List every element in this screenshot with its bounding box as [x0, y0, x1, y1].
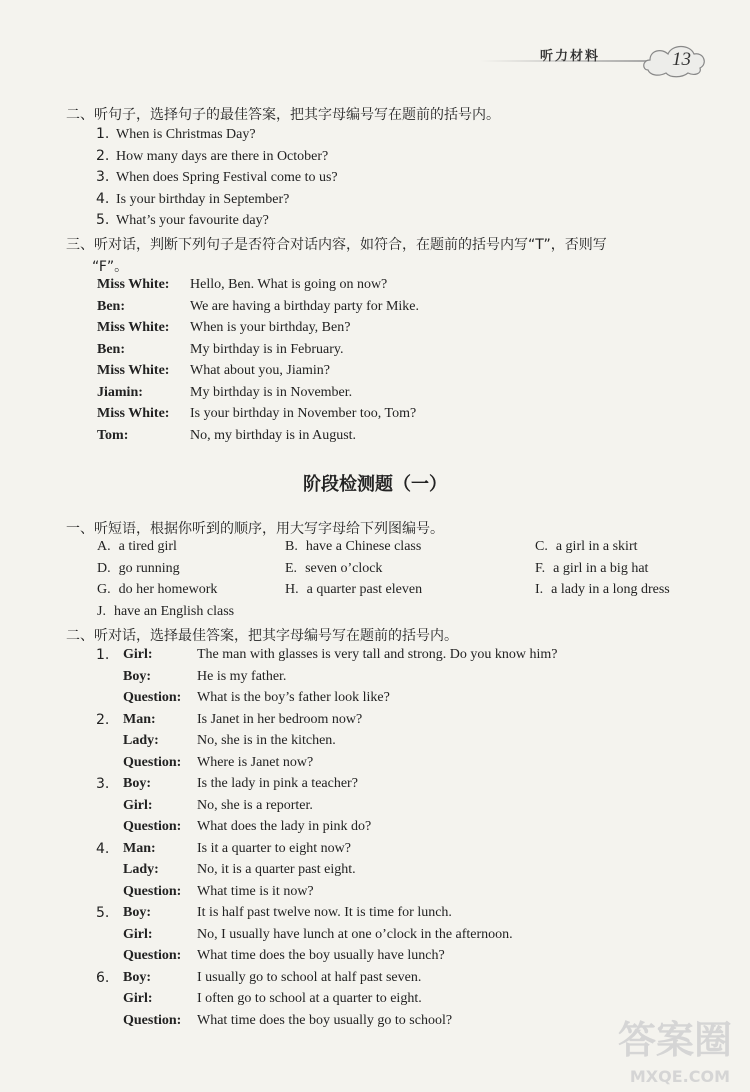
dialogue-line: No, my birthday is in August. — [190, 427, 357, 443]
dialogue-speaker: Girl: — [123, 797, 153, 813]
dialogue-line: Hello, Ben. What is going on now? — [190, 277, 388, 292]
option-text: go running — [118, 560, 180, 576]
option-item — [535, 561, 648, 577]
dialogue-line: I usually go to school at half past seven. — [197, 969, 422, 985]
stage-title: 阶段检测题（一） — [303, 474, 447, 495]
question-item — [96, 148, 328, 165]
dialogue-line: My birthday is in November. — [190, 384, 353, 400]
dialogue-speaker: Miss White: — [97, 406, 170, 421]
option-item — [535, 582, 670, 598]
question-item — [96, 191, 289, 208]
question-text: When is Christmas Day? — [116, 127, 256, 142]
dialogue-speaker: Boy: — [123, 668, 151, 684]
dialogue-speaker: Girl: — [123, 991, 153, 1006]
option-label: E. — [285, 560, 298, 576]
dialogue-line: What time does the boy usually go to school? — [197, 1012, 453, 1028]
dialogue-line: Is your birthday in November too, Tom? — [190, 406, 417, 421]
dialogue-speaker: Girl: — [123, 926, 153, 942]
dialogue-line: Where is Janet now? — [197, 754, 314, 770]
dialogue-speaker: Man: — [123, 840, 156, 856]
dialogue-line: What time is it now? — [197, 883, 314, 899]
dialogue-speaker: Man: — [123, 711, 156, 727]
question-text: How many days are there in October? — [116, 148, 329, 164]
option-item — [97, 604, 234, 620]
dialogue-line: My birthday is in February. — [190, 341, 344, 357]
dialogue-line: No, she is a reporter. — [197, 797, 313, 813]
item-number: 2. — [96, 711, 110, 728]
dialogue-line: No, I usually have lunch at one o’clock in the afternoon. — [197, 926, 513, 942]
page-header — [480, 40, 710, 80]
question-item — [96, 126, 256, 143]
question-text: When does Spring Festival come to us? — [116, 170, 338, 185]
item-number: 4. — [96, 840, 110, 857]
option-item — [97, 539, 177, 555]
option-item — [97, 582, 217, 598]
option-text: a lady in a long dress — [551, 582, 670, 597]
item-number: 5. — [96, 905, 110, 921]
page-number: 13 — [672, 49, 691, 70]
dialogue-speaker: Ben: — [97, 341, 125, 357]
dialogue-speaker: Question: — [123, 819, 182, 834]
question-item — [96, 212, 269, 229]
option-text: do her homework — [118, 582, 218, 597]
option-label: G. — [97, 582, 111, 597]
option-item — [285, 582, 422, 598]
dialogue-speaker: Girl: — [123, 647, 153, 662]
section3-heading-line1: 三、听对话，判断下列句子是否符合对话内容，如符合，在题前的括号内写“T”，否则写 — [66, 237, 607, 253]
option-text: a girl in a big hat — [553, 560, 649, 576]
option-label: D. — [97, 560, 111, 576]
option-text: seven o’clock — [305, 560, 383, 576]
option-text: have a Chinese class — [305, 539, 422, 554]
dialogue-speaker: Question: — [123, 754, 182, 770]
dialogue-line: What does the lady in pink do? — [197, 819, 372, 834]
dialogue-speaker: Miss White: — [97, 363, 170, 378]
item-number: 1. — [96, 647, 110, 663]
partB-heading: 二、听对话，选择最佳答案，把其字母编号写在题前的括号内。 — [66, 628, 458, 644]
option-label: B. — [285, 539, 298, 554]
dialogue-line: I often go to school at a quarter to eight. — [197, 991, 422, 1006]
dialogue-speaker: Miss White: — [97, 277, 170, 292]
dialogue-line: What is the boy’s father look like? — [197, 690, 390, 705]
question-number: 1. — [96, 126, 110, 142]
dialogue-line: Is it a quarter to eight now? — [197, 840, 351, 856]
dialogue-speaker: Boy: — [123, 969, 151, 985]
dialogue-line: When is your birthday, Ben? — [190, 320, 351, 335]
dialogue-line: It is half past twelve now. It is time for lunch. — [197, 905, 452, 920]
dialogue-line: What time does the boy usually have lunch? — [197, 948, 445, 963]
section2-heading: 二、听句子，选择句子的最佳答案，把其字母编号写在题前的括号内。 — [66, 107, 500, 123]
header-label: 听力材料 — [540, 49, 601, 64]
question-text: What’s your favourite day? — [116, 213, 269, 228]
dialogue-speaker: Boy: — [123, 905, 151, 920]
item-number: 6. — [96, 969, 110, 986]
question-number: 2. — [96, 147, 110, 164]
dialogue-speaker: Tom: — [97, 427, 129, 443]
option-item — [535, 539, 638, 555]
dialogue-speaker: Lady: — [123, 733, 159, 748]
watermark-line2: MXQE.COM — [629, 1067, 730, 1086]
option-text: a tired girl — [118, 539, 177, 554]
option-label: H. — [285, 582, 299, 597]
option-item — [285, 539, 421, 555]
dialogue-line: What about you, Jiamin? — [190, 363, 330, 378]
dialogue-speaker: Question: — [123, 883, 182, 899]
dialogue-speaker: Question: — [123, 1012, 182, 1028]
dialogue-line: He is my father. — [197, 668, 287, 684]
dialogue-speaker: Miss White: — [97, 320, 170, 335]
dialogue-line: No, it is a quarter past eight. — [197, 862, 356, 877]
option-label: C. — [535, 539, 548, 554]
dialogue-line: The man with glasses is very tall and strong. Do you know him? — [197, 647, 558, 662]
partA-heading: 一、听短语，根据你听到的顺序，用大写字母给下列图编号。 — [66, 521, 444, 537]
option-label: I. — [535, 582, 544, 597]
dialogue-line: Is the lady in pink a teacher? — [197, 776, 358, 791]
section3-heading-line2: “F”。 — [92, 259, 129, 275]
dialogue-speaker: Lady: — [123, 862, 159, 877]
dialogue-line: Is Janet in her bedroom now? — [197, 711, 363, 727]
watermark-line1: 答案圈 — [617, 1018, 732, 1062]
option-text: a quarter past eleven — [306, 582, 423, 597]
question-item — [96, 169, 338, 186]
dialogue-line: We are having a birthday party for Mike. — [190, 298, 420, 314]
question-number: 4. — [96, 190, 110, 207]
dialogue-line: No, she is in the kitchen. — [197, 733, 336, 748]
dialogue-speaker: Boy: — [123, 776, 151, 791]
question-number: 3. — [96, 169, 110, 185]
dialogue-speaker: Jiamin: — [97, 384, 143, 400]
option-item — [285, 561, 382, 577]
question-number: 5. — [96, 212, 110, 228]
dialogue-speaker: Question: — [123, 690, 182, 705]
question-text: Is your birthday in September? — [116, 191, 290, 207]
option-label: A. — [97, 539, 111, 554]
dialogue-speaker: Question: — [123, 948, 182, 963]
item-number: 3. — [96, 776, 110, 792]
option-label: J. — [97, 603, 106, 619]
option-text: a girl in a skirt — [555, 539, 638, 554]
option-item — [97, 561, 180, 577]
dialogue-speaker: Ben: — [97, 298, 125, 314]
option-text: have an English class — [113, 603, 235, 619]
option-label: F. — [535, 560, 546, 576]
